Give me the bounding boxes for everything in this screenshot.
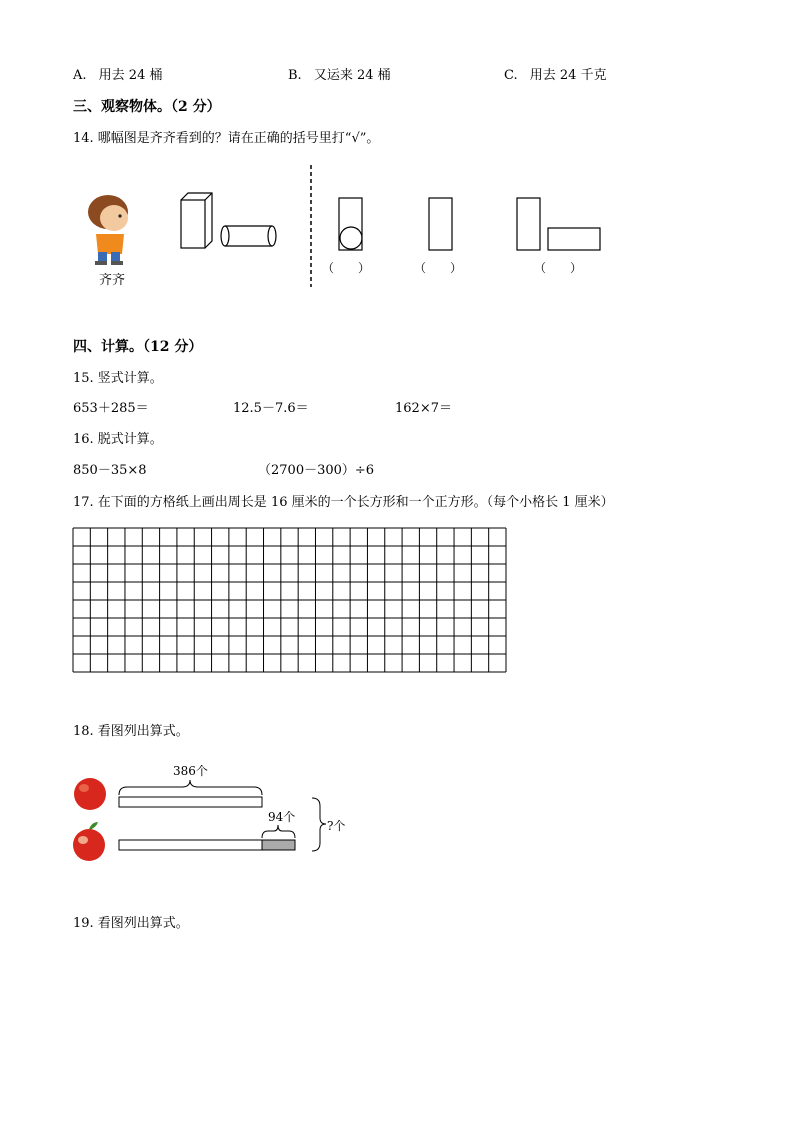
q16-item-1: 850－35×8 [73, 463, 147, 478]
child-illustration [88, 195, 128, 265]
answer-bracket-3[interactable]: （ ） [534, 261, 583, 275]
answer-bracket-2[interactable]: （ ） [414, 261, 463, 275]
option-b [288, 68, 391, 84]
option-b-letter: B. [288, 68, 302, 83]
bar-bottom [119, 840, 262, 850]
q18-text: 18. 看图列出算式。 [73, 724, 189, 739]
apple-icon-2 [73, 822, 105, 861]
option-b-text: 又运来 24 桶 [313, 68, 391, 83]
cylinder-shape [221, 226, 276, 246]
q15-item-2: 12.5－7.6＝ [233, 401, 309, 416]
option-a-letter: A. [73, 68, 87, 83]
option-c-letter: C. [504, 68, 518, 83]
bar-extra [262, 840, 295, 850]
option-a [73, 68, 162, 84]
person-label: 齐齐 [99, 273, 126, 288]
label-94: 94个 [268, 810, 296, 824]
label-question: ?个 [327, 819, 346, 833]
q16-text: 16. 脱式计算。 [73, 432, 163, 447]
option-c [504, 68, 607, 84]
q14-text: 14. 哪幅图是齐齐看到的？请在正确的括号里打“√”。 [73, 131, 380, 146]
label-386: 386个 [173, 764, 208, 778]
q16-item-2: （2700－300）÷6 [258, 463, 375, 478]
q15-item-3: 162×7＝ [395, 401, 452, 416]
brace-top [119, 780, 262, 795]
answer-bracket-1[interactable]: （ ） [322, 261, 371, 275]
q17-text: 17. 在下面的方格纸上画出周长是 16 厘米的一个长方形和一个正方形。（每个小格长 1 厘米） [73, 495, 614, 510]
q15-item-1: 653＋285＝ [73, 401, 149, 416]
view-option-1 [339, 198, 362, 250]
option-c-text: 用去 24 千克 [529, 68, 607, 83]
option-a-text: 用去 24 桶 [98, 68, 163, 83]
apple-icon-1 [74, 778, 106, 810]
bar-top [119, 797, 262, 807]
section-4-title: 四、计算。（12 分） [73, 339, 203, 355]
cuboid-shape [181, 193, 212, 248]
view-option-3 [517, 198, 600, 250]
q15-text: 15. 竖式计算。 [73, 371, 163, 386]
brace-extra [262, 825, 295, 838]
brace-right [312, 798, 326, 851]
q19-text: 19. 看图列出算式。 [73, 916, 189, 931]
view-option-2 [429, 198, 452, 250]
section-3-title: 三、观察物体。（2 分） [73, 99, 221, 115]
